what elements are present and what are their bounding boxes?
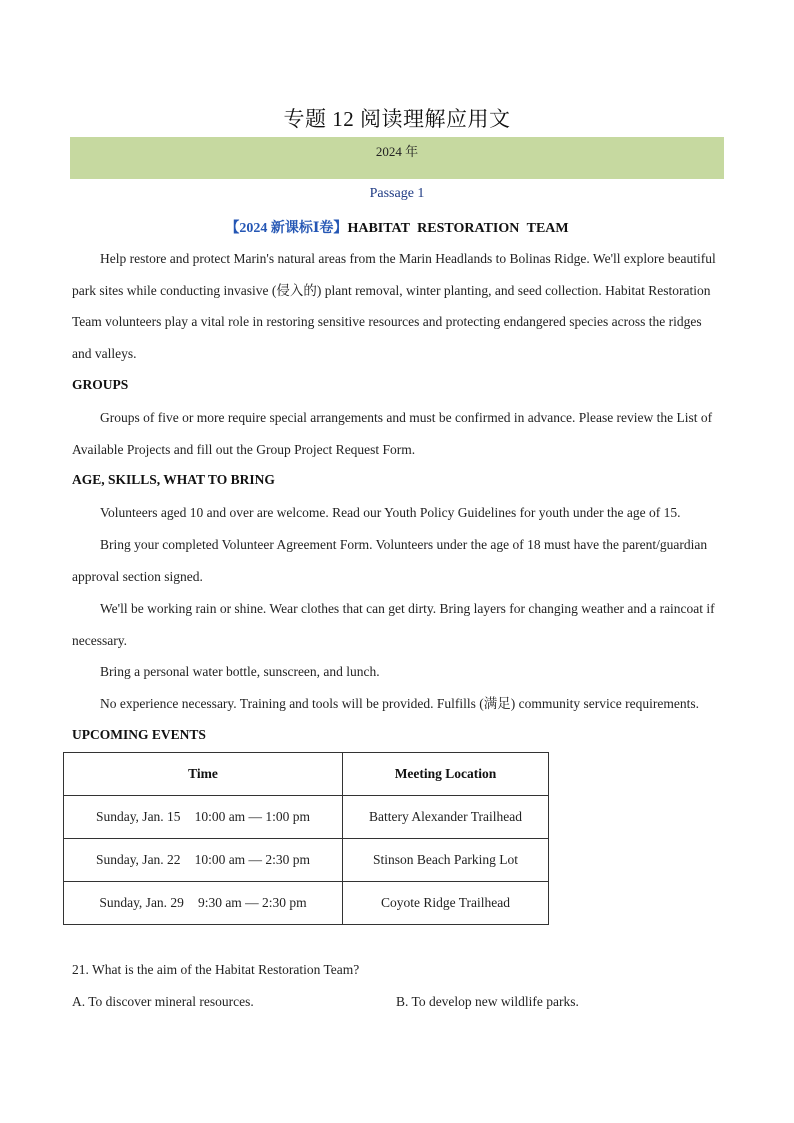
age-heading: AGE, SKILLS, WHAT TO BRING: [72, 472, 275, 487]
event-time: 10:00 am — 2:30 pm: [194, 852, 311, 867]
passage-headline: [0, 217, 794, 237]
age-paragraph-5: No experience necessary. Training and tools will be provided. Fulfills (满足) community service requirements.: [100, 696, 699, 711]
age-paragraph-1: Volunteers aged 10 and over are welcome. Read our Youth Policy Guidelines for youth under the age of 15.: [100, 505, 681, 520]
event-date: Sunday, Jan. 22: [95, 852, 181, 867]
groups-paragraph: Groups of five or more require special arrangements and must be confirmed in advance. Please review the List of Available Projects and fill out the Group Project Request Form.: [72, 410, 713, 457]
intro-paragraph: Help restore and protect Marin's natural areas from the Marin Headlands to Bolinas Ridge. We'll explore beautiful park sites while conducting invasive (侵入的) plant removal, winter planting, and seed collection. Habitat Restoration Team volunteers play a vital role in restoring sensitive resources and protecting endangered species across the ridges and valleys.: [72, 251, 716, 362]
event-date: Sunday, Jan. 15: [95, 809, 181, 824]
time-cell: [64, 882, 343, 925]
age-paragraph-2: Bring your completed Volunteer Agreement Form. Volunteers under the age of 18 must have the parent/guardian approval section signed.: [72, 537, 708, 584]
age-paragraph-3: We'll be working rain or shine. Wear clothes that can get dirty. Bring layers for changing weather and a raincoat if necessary.: [72, 601, 715, 648]
year-label: 2024 年: [375, 144, 419, 159]
table-row: [64, 839, 549, 882]
headline-text: HABITAT RESTORATION TEAM: [347, 221, 569, 236]
location-cell: Stinson Beach Parking Lot: [343, 839, 549, 882]
time-cell: [64, 839, 343, 882]
header-time: Time: [64, 753, 343, 796]
table-row: [64, 882, 549, 925]
passage-label: Passage 1: [369, 186, 425, 201]
groups-heading: GROUPS: [72, 377, 129, 392]
page-title: 专题 12 阅读理解应用文: [283, 107, 511, 131]
option-a: A. To discover mineral resources.: [72, 994, 254, 1009]
events-heading: UPCOMING EVENTS: [72, 727, 206, 742]
age-paragraph-4: Bring a personal water bottle, sunscreen, and lunch.: [100, 664, 380, 679]
event-time: 10:00 am — 1:00 pm: [194, 809, 311, 824]
events-table: [63, 752, 549, 925]
table-header-row: [64, 753, 549, 796]
event-time: 9:30 am — 2:30 pm: [197, 895, 307, 910]
location-cell: Coyote Ridge Trailhead: [343, 882, 549, 925]
header-location: Meeting Location: [343, 753, 549, 796]
source-tag: 【2024 新课标Ⅰ卷】: [225, 221, 348, 236]
question-stem: 21. What is the aim of the Habitat Restoration Team?: [72, 962, 360, 977]
year-band: [70, 137, 724, 179]
location-cell: Battery Alexander Trailhead: [343, 796, 549, 839]
table-row: [64, 796, 549, 839]
option-b: B. To develop new wildlife parks.: [396, 994, 579, 1009]
time-cell: [64, 796, 343, 839]
event-date: Sunday, Jan. 29: [99, 895, 184, 910]
